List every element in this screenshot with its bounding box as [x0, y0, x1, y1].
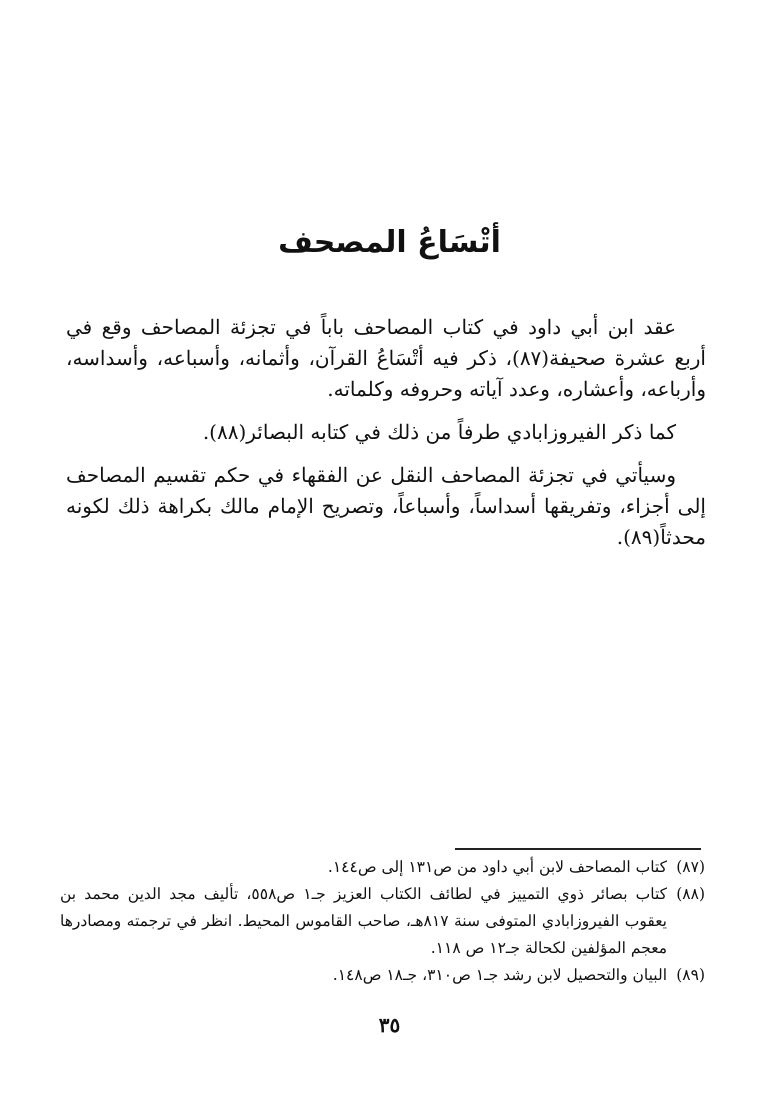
page-title: أتْسَاعُ المصحف [278, 225, 501, 260]
main-text [66, 312, 706, 565]
footnote [60, 962, 705, 989]
footnote-separator [455, 848, 701, 850]
paragraph: عقد ابن أبي داود في كتاب المصاحف باباً في تجزئة المصاحف وقع في أربع عشرة صحيفة(٨٧)، ذكر فيه أتْسَاعُ القرآن، وأثمانه، وأسباعه، وأسداسه، وأرباعه، وأعشاره، وعدد آياته وحروفه وكلماته. [66, 315, 706, 401]
paragraph: كما ذكر الفيروزابادي طرفاً من ذلك في كتابه البصائر(٨٨). [202, 420, 676, 444]
footnote-text: كتاب المصاحف لابن أبي داود من ص١٣١ إلى ص١٤٤. [327, 858, 667, 876]
footnote-text: البيان والتحصيل لابن رشد جـ١ ص٣١٠، جـ١٨ ص١٤٨. [332, 966, 667, 984]
paragraph: وسيأتي في تجزئة المصاحف النقل عن الفقهاء في حكم تقسيم المصاحف إلى أجزاء، وتفريقها أسداساً، وأسباعاً، وتصريح الإمام مالك بكراهة ذلك لكونه محدثاً(٨٩). [66, 463, 706, 549]
footnote [60, 854, 705, 881]
footnotes [60, 854, 705, 989]
footnote [60, 881, 705, 962]
page-number: ٣٥ [378, 1013, 401, 1037]
footnote-number: (٨٧) [676, 858, 705, 876]
footnote-number: (٨٨) [676, 885, 705, 903]
footnote-text: كتاب بصائر ذوي التمييز في لطائف الكتاب العزيز جـ١ ص٥٥٨، تأليف مجد الدين محمد بن يعقوب الفيروزابادي المتوفى سنة ٨١٧هـ، صاحب القاموس المحيط. انظر في ترجمته ومصادرها معجم المؤلفين لكحالة جـ١٢ ص ١١٨. [60, 885, 668, 957]
footnote-number: (٨٩) [676, 966, 705, 984]
